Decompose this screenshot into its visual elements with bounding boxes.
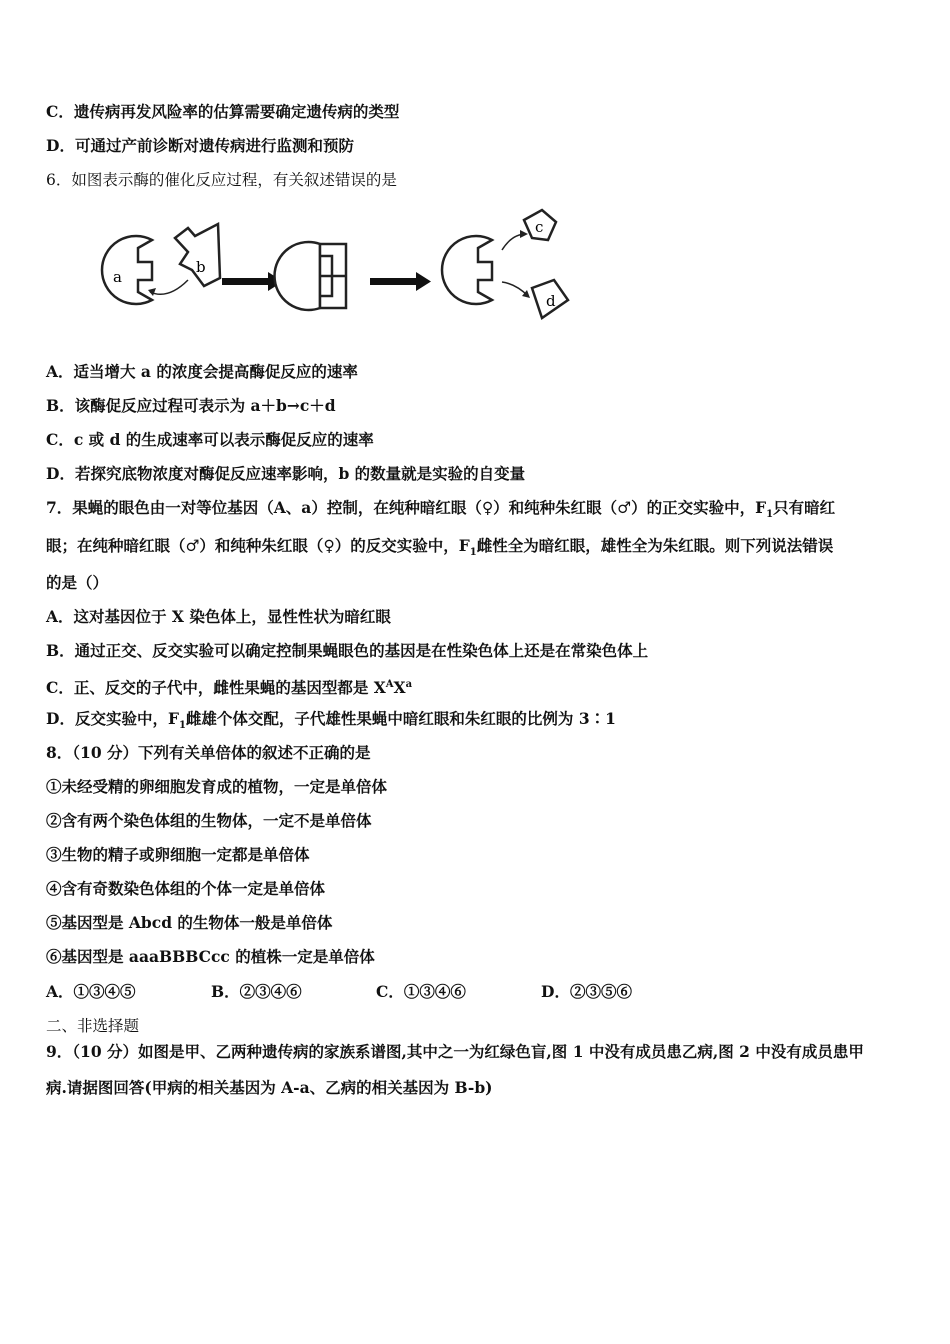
label-d: d [546,292,556,310]
q5-option-c: C．遗传病再发风险率的估算需要确定遗传病的类型 [46,102,400,121]
substrate-b-shape [175,224,220,286]
q6-option-d: D．若探究底物浓度对酶促反应速率影响，b 的数量就是实验的自变量 [46,464,526,483]
q8-statement-3: ③生物的精子或卵细胞一定都是单倍体 [46,845,310,864]
q7-stem-line3: 的是（） [46,573,109,592]
q8-statement-1: ①未经受精的卵细胞发育成的植物，一定是单倍体 [46,777,388,796]
q9-stem-line2: 病.请据图回答(甲病的相关基因为 A-a、乙病的相关基因为 B-b) [46,1078,493,1097]
q8-stem: 8．（10 分）下列有关单倍体的叙述不正确的是 [46,743,371,762]
q8-option-d: D．②③⑤⑥ [541,982,632,1001]
label-a: a [113,268,122,286]
enzyme-complex-shape [275,242,320,310]
q7-option-b: B．通过正交、反交实验可以确定控制果蝇眼色的基因是在性染色体上还是在常染色体上 [46,641,649,660]
enzyme-a-shape [102,236,152,304]
q8-statement-4: ④含有奇数染色体组的个体一定是单倍体 [46,879,326,898]
q8-statement-2: ②含有两个染色体组的生物体，一定不是单倍体 [46,811,372,830]
enzyme-reaction-diagram [80,200,580,330]
q8-statement-5: ⑤基因型是 Abcd 的生物体一般是单倍体 [46,913,333,932]
q8-option-a: A．①③④⑤ [46,982,136,1001]
q7-option-c: C．正、反交的子代中，雌性果蝇的基因型都是 $X^AX^a$ [46,678,413,698]
q6-option-c: C．c 或 d 的生成速率可以表示酶促反应的速率 [46,430,374,449]
q8-option-c: C．①③④⑥ [376,982,466,1001]
q8-option-b: B．②③④⑥ [211,982,302,1001]
q6-option-a: A．适当增大 a 的浓度会提高酶促反应的速率 [46,362,358,381]
section-heading-2: 二、非选择题 [46,1017,140,1035]
q7-stem-line2: 眼；在纯种暗红眼（♂）和纯种朱红眼（♀）的反交实验中，$F_1$雌性全为暗红眼，雄性全为朱红眼。则下列说法错误 [46,536,834,559]
reaction-arrow-2 [370,278,418,285]
reaction-arrow-1 [222,278,270,285]
q7-stem-line1: 7．果蝇的眼色由一对等位基因（A、a）控制，在纯种暗红眼（♀）和纯种朱红眼（♂）的正交实验中，$F_1$只有暗红 [46,498,836,521]
q9-stem-line1: 9．（10 分）如图是甲、乙两种遗传病的家族系谱图,其中之一为红绿色盲,图 1 中没有成员患乙病,图 2 中没有成员患甲 [46,1042,864,1061]
q5-option-d: D．可通过产前诊断对遗传病进行监测和预防 [46,136,354,155]
q7-option-a: A．这对基因位于 X 染色体上，显性性状为暗红眼 [46,607,391,626]
label-b: b [196,258,206,276]
binding-arrow [150,280,188,294]
q8-statement-6: ⑥基因型是 aaaBBBCcc 的植株一定是单倍体 [46,947,375,966]
q6-option-b: B．该酶促反应过程可表示为 a＋b→c＋d [46,396,336,415]
label-c: c [535,218,544,236]
enzyme-free-shape [442,236,492,304]
q6-stem: 6．如图表示酶的催化反应过程，有关叙述错误的是 [46,171,397,189]
q7-option-d: D．反交实验中，$F_1$雌雄个体交配，子代雄性果蝇中暗红眼和朱红眼的比例为 3∶1 [46,709,616,732]
